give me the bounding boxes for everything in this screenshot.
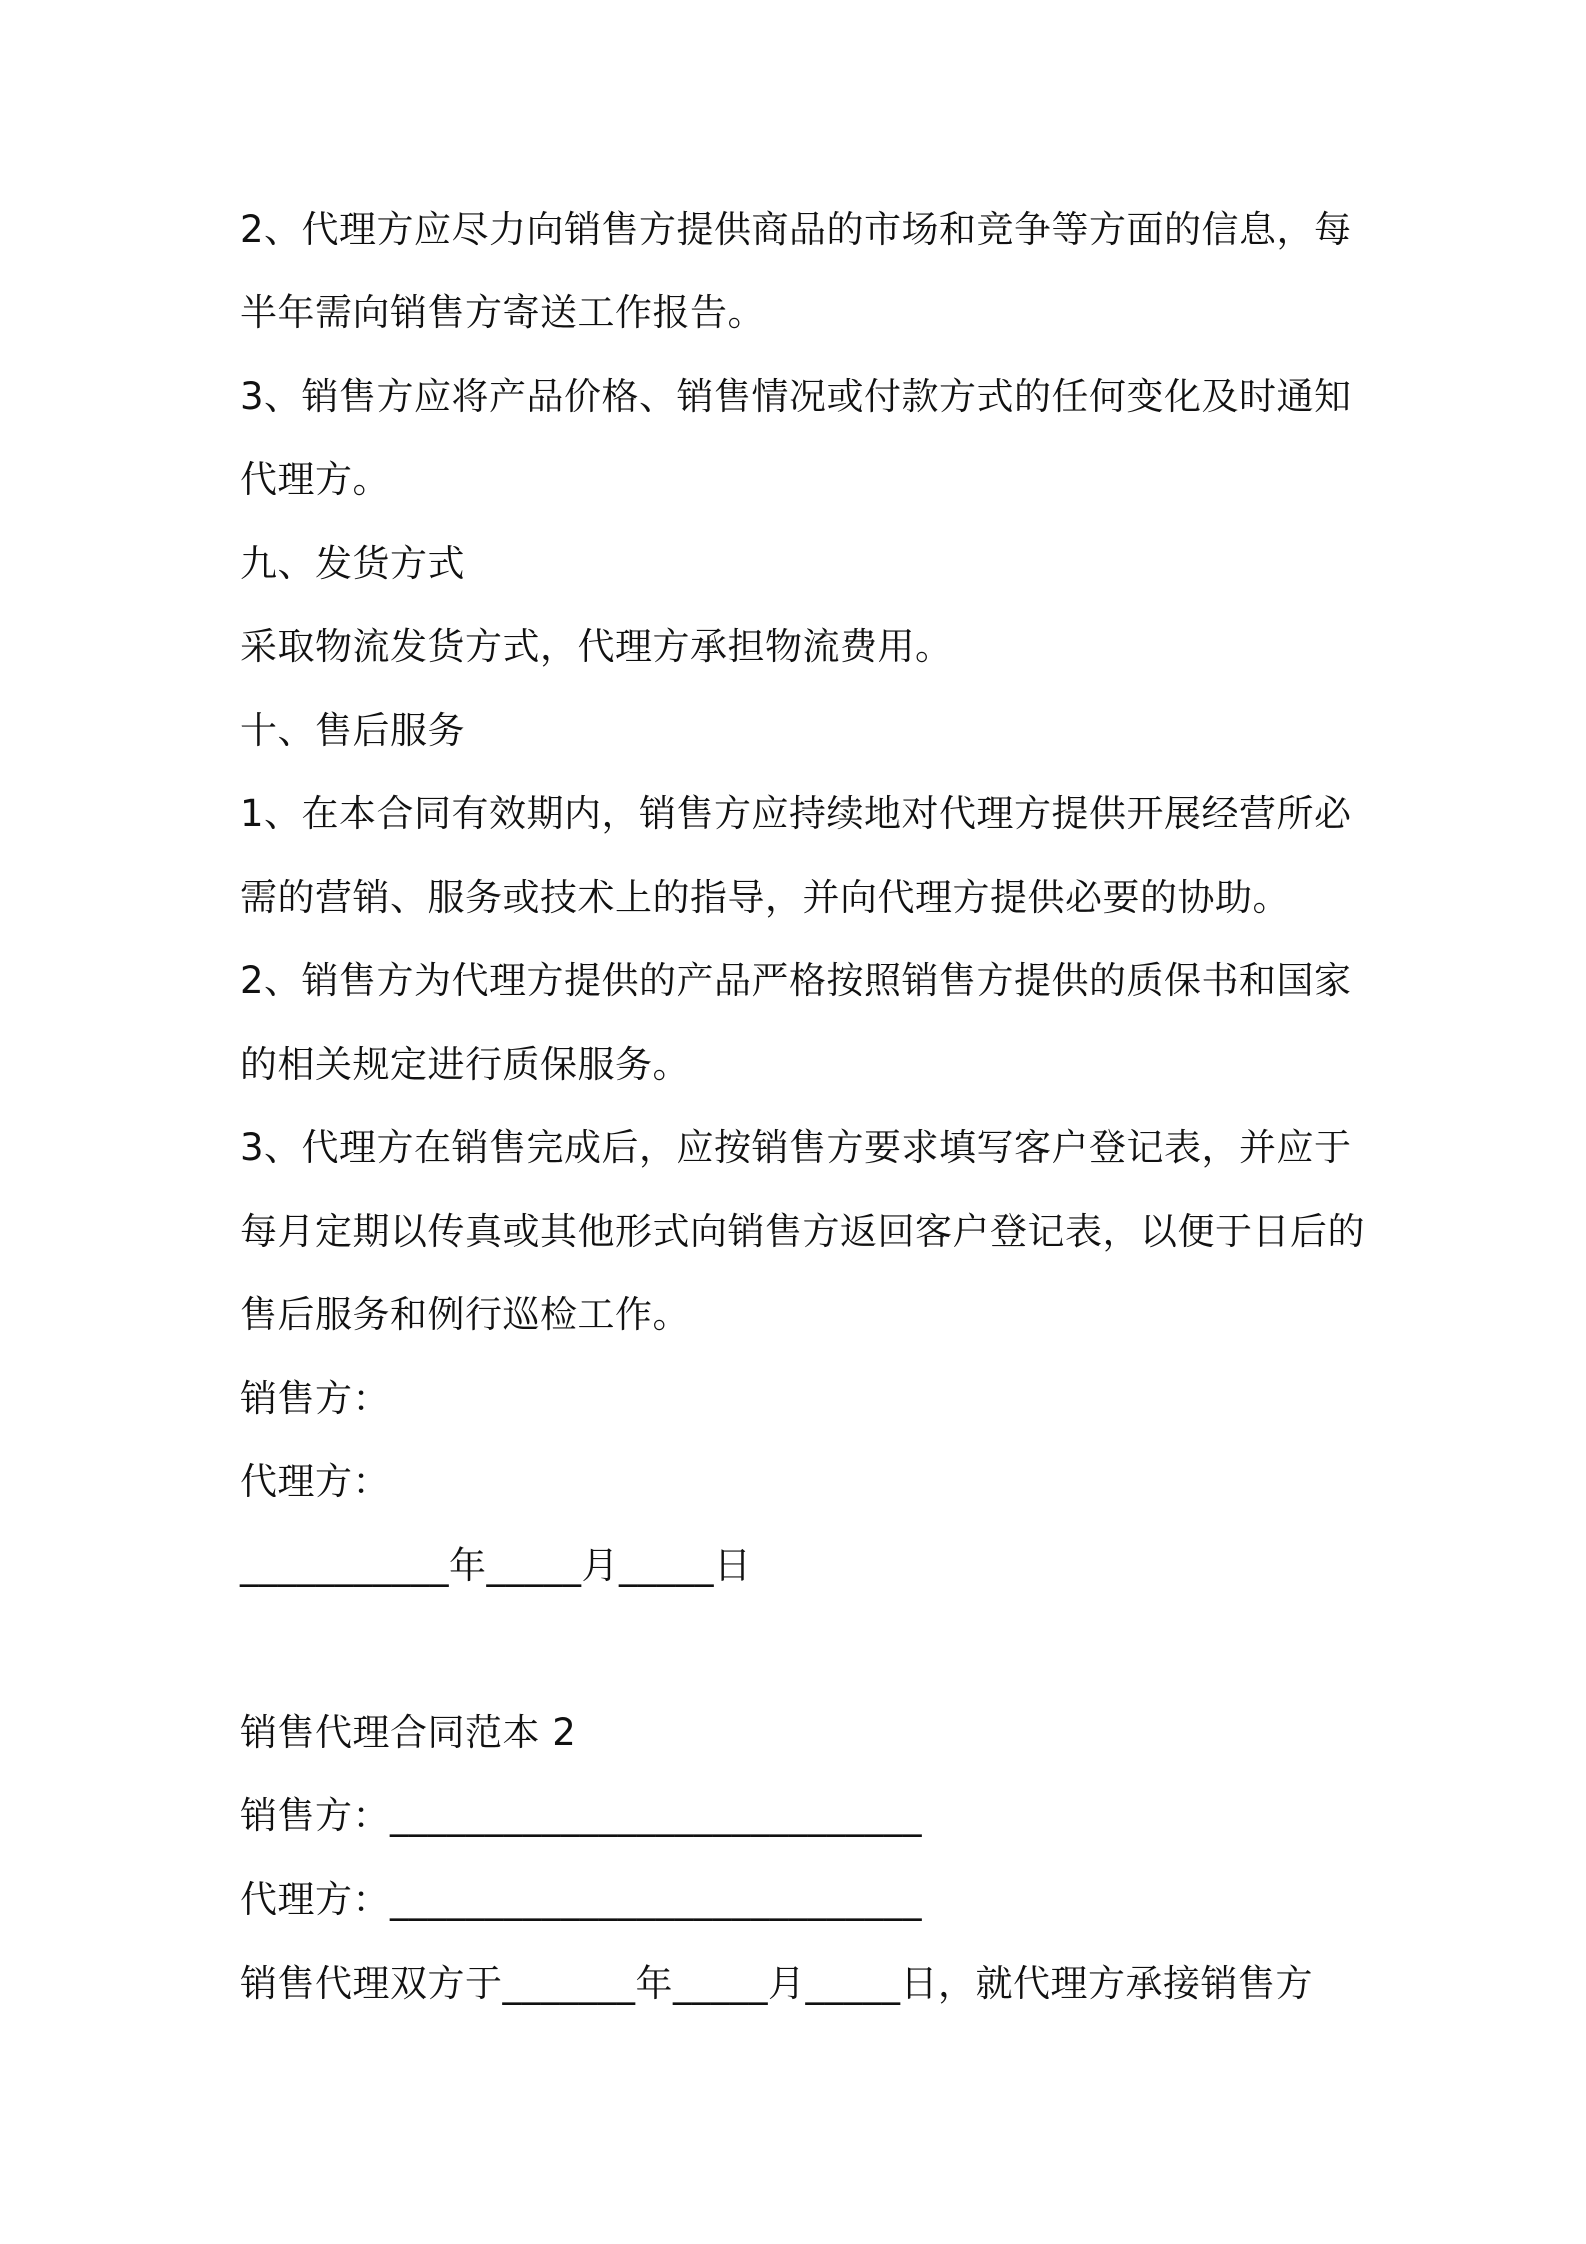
clause-10-3-line-2: 每月定期以传真或其他形式向销售方返回客户登记表，以便于日后的 [240, 1210, 1365, 1253]
clause-8-2-line-1: 2、代理方应尽力向销售方提供商品的市场和竞争等方面的信息，每 [240, 208, 1352, 251]
clause-8-2-line-2: 半年需向销售方寄送工作报告。 [240, 291, 765, 334]
clause-10-1-line-1: 1、在本合同有效期内，销售方应持续地对代理方提供开展经营所必 [240, 792, 1352, 835]
agent-signature-label: 代理方： [240, 1460, 390, 1503]
template-2-title: 销售代理合同范本 2 [240, 1711, 577, 1754]
seller-signature-label: 销售方： [240, 1377, 390, 1420]
template-2-intro-line: 销售代理双方于_______年_____月_____日，就代理方承接销售方 [240, 1962, 1313, 2005]
clause-10-1-line-2: 需的营销、服务或技术上的指导，并向代理方提供必要的协助。 [240, 876, 1290, 919]
template-2-agent-field: 代理方：____________________________ [240, 1878, 922, 1921]
clause-10-2-line-2: 的相关规定进行质保服务。 [240, 1043, 690, 1086]
template-2-seller-field: 销售方：____________________________ [240, 1794, 922, 1837]
clause-10-3-line-1: 3、代理方在销售完成后，应按销售方要求填写客户登记表，并应于 [240, 1126, 1352, 1169]
clause-8-3-line-1: 3、销售方应将产品价格、销售情况或付款方式的任何变化及时通知 [240, 375, 1352, 418]
section-heading-shipping: 九、发货方式 [240, 542, 465, 585]
clause-10-2-line-1: 2、销售方为代理方提供的产品严格按照销售方提供的质保书和国家 [240, 959, 1352, 1002]
section-heading-after-sales: 十、售后服务 [240, 709, 465, 752]
clause-10-3-line-3: 售后服务和例行巡检工作。 [240, 1293, 690, 1336]
shipping-text: 采取物流发货方式，代理方承担物流费用。 [240, 625, 953, 668]
signature-date-blank: ___________年_____月_____日 [240, 1544, 752, 1587]
clause-8-3-line-2: 代理方。 [240, 458, 390, 501]
